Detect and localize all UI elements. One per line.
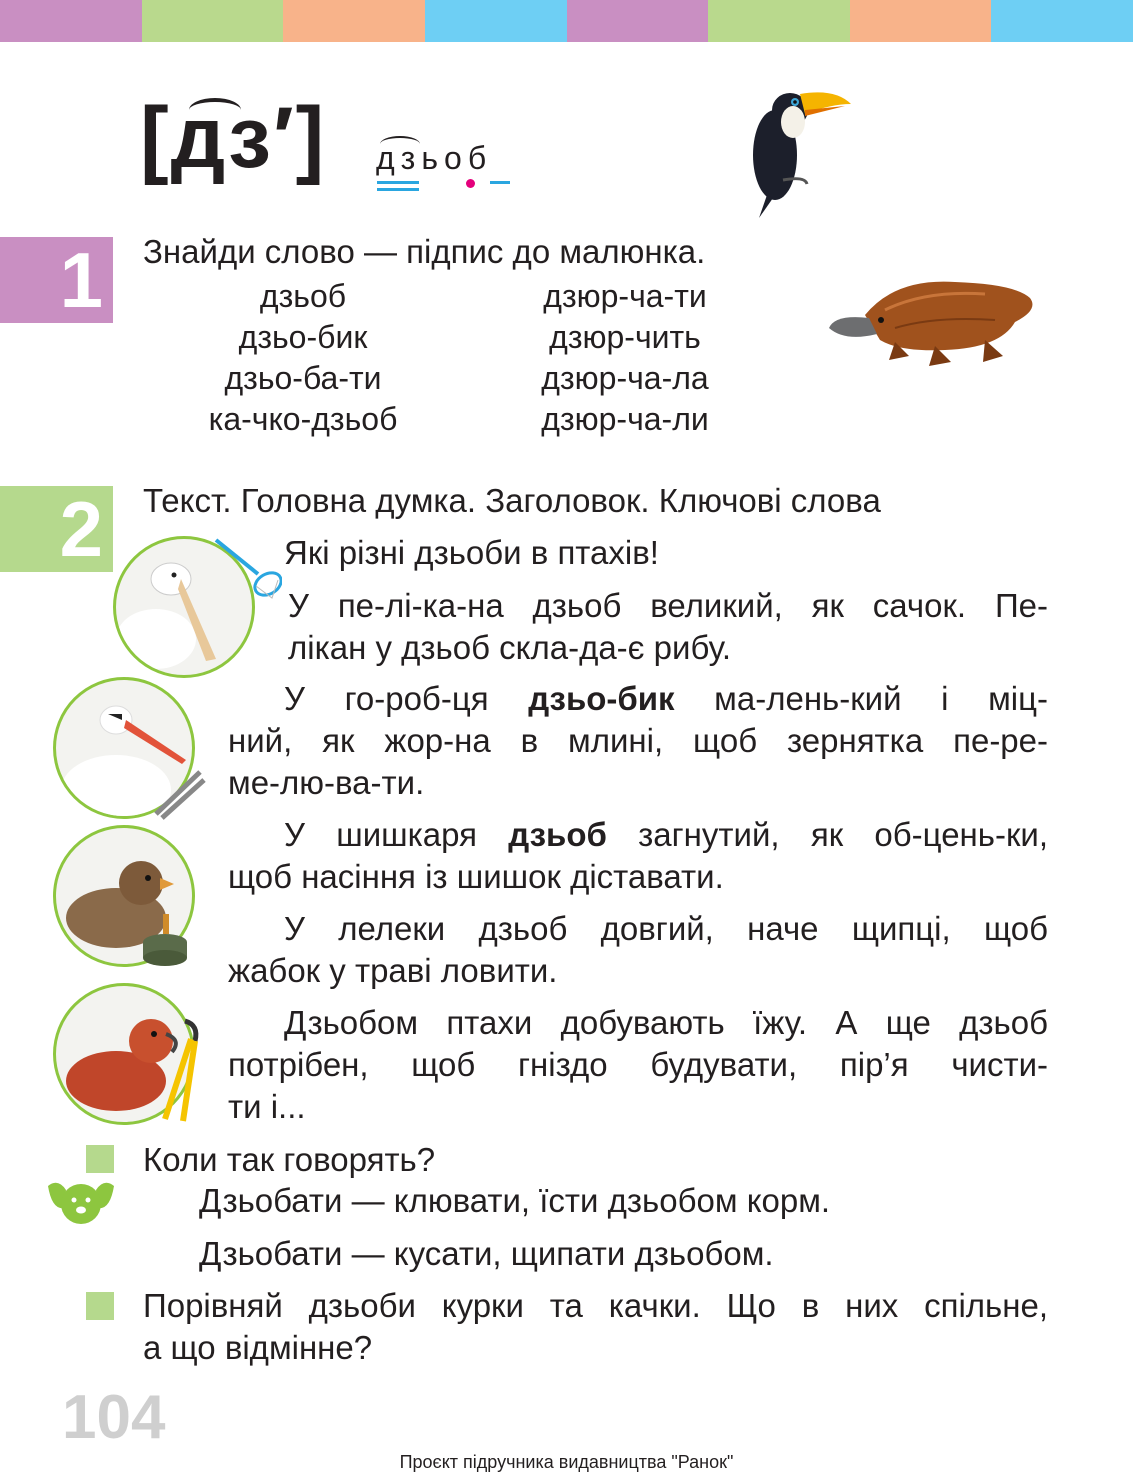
word-item: дзьоб	[259, 278, 347, 314]
exercise-title: Знайди слово — підпис до малюнка.	[143, 233, 706, 270]
text-fragment: У го-роб-ця	[284, 680, 529, 717]
text-line: жабок у траві ловити.	[228, 952, 558, 989]
dog-icon	[44, 1178, 118, 1228]
word-item: дзюр-ча-ла	[541, 360, 709, 396]
scoop-net-icon	[212, 536, 282, 606]
paragraph-conclusion	[228, 1002, 1048, 1128]
word-item: дзюр-ча-ти	[543, 278, 707, 314]
millstone-icon	[138, 912, 192, 972]
text-line: У пе-лі-ка-на дзьоб великий, як сачок. Пе-	[288, 587, 1048, 624]
text-line: а що відмінне?	[143, 1329, 373, 1366]
stripe	[425, 0, 567, 42]
paragraph-pelican	[228, 585, 1048, 669]
key-word: дзьоб	[508, 816, 607, 853]
text-line	[228, 678, 1048, 720]
text-line: потрібен, щоб гніздо будувати, пір’я чисти-	[228, 1046, 1048, 1083]
sound-title: [дз′]	[140, 90, 327, 186]
paragraph-crossbill	[228, 814, 1048, 898]
paragraph-sparrow	[228, 678, 1048, 804]
paragraph-stork	[228, 908, 1048, 992]
word-item: дзюр-чить	[549, 319, 701, 355]
text-line: Порівняй дзьоби курки та качки. Що в них спільне,	[143, 1287, 1048, 1324]
word-item: дзьо-ба-ти	[224, 360, 382, 396]
stripe	[283, 0, 425, 42]
task-compare	[143, 1285, 1048, 1369]
word-item: дзьо-бик	[238, 319, 368, 355]
task-question: Коли так говорять?	[143, 1141, 436, 1178]
scheme-underline	[490, 181, 510, 184]
stripe	[567, 0, 709, 42]
platypus-illustration	[825, 270, 1040, 375]
stripe	[850, 0, 992, 42]
text-line: лікан у дзьоб скла-да-є рибу.	[288, 629, 732, 666]
stripe	[0, 0, 142, 42]
task-line: Дзьобати — кусати, щипати дзьобом.	[199, 1235, 774, 1272]
task-marker	[86, 1145, 114, 1173]
text-line: У лелеки дзьоб довгий, наче щипці, щоб	[284, 910, 1048, 947]
task-line: Дзьобати — клювати, їсти дзьобом корм.	[199, 1182, 831, 1219]
text-line	[228, 814, 1048, 856]
exercise-number: 1	[0, 237, 113, 323]
toucan-illustration	[745, 80, 855, 220]
scheme-underline	[377, 181, 419, 184]
task-marker	[86, 1292, 114, 1320]
word-item: ка-чко-дзьоб	[208, 401, 398, 437]
text-line: ти і...	[228, 1088, 306, 1125]
top-color-stripes	[0, 0, 1133, 42]
text-heading: Які різні дзьоби в птахів!	[284, 534, 659, 571]
text-fragment: ма-лень-кий і міц-	[674, 680, 1048, 717]
footer-note: Проєкт підручника видавництва "Ранок"	[399, 1452, 734, 1472]
text-fragment: У шишкаря	[284, 816, 509, 853]
pliers-icon	[155, 1015, 211, 1125]
text-fragment: загнутий, як об-цень-ки,	[606, 816, 1048, 853]
exercise-title: Текст. Головна думка. Заголовок. Ключові слова	[143, 482, 881, 519]
text-line: щоб насіння із шишок діставати.	[228, 858, 724, 895]
scheme-underline	[377, 188, 419, 191]
word-column-right	[505, 276, 745, 440]
text-line: ний, як жор-на в млині, щоб зернятка пе-ре-	[228, 722, 1048, 759]
text-line: Дзьобом птахи добувають їжу. А ще дзьоб	[284, 1004, 1048, 1041]
stripe	[991, 0, 1133, 42]
page-number: 104	[62, 1383, 166, 1452]
sound-scheme-word: дзьоб	[376, 140, 493, 176]
scheme-dot	[466, 179, 475, 188]
word-item: дзюр-ча-ли	[541, 401, 709, 437]
key-word: дзьо-бик	[528, 680, 675, 717]
tongs-icon	[150, 762, 210, 822]
text-line: ме-лю-ва-ти.	[228, 764, 425, 801]
stripe	[142, 0, 284, 42]
stripe	[708, 0, 850, 42]
exercise-number: 2	[0, 486, 113, 572]
word-column-left	[180, 276, 426, 440]
